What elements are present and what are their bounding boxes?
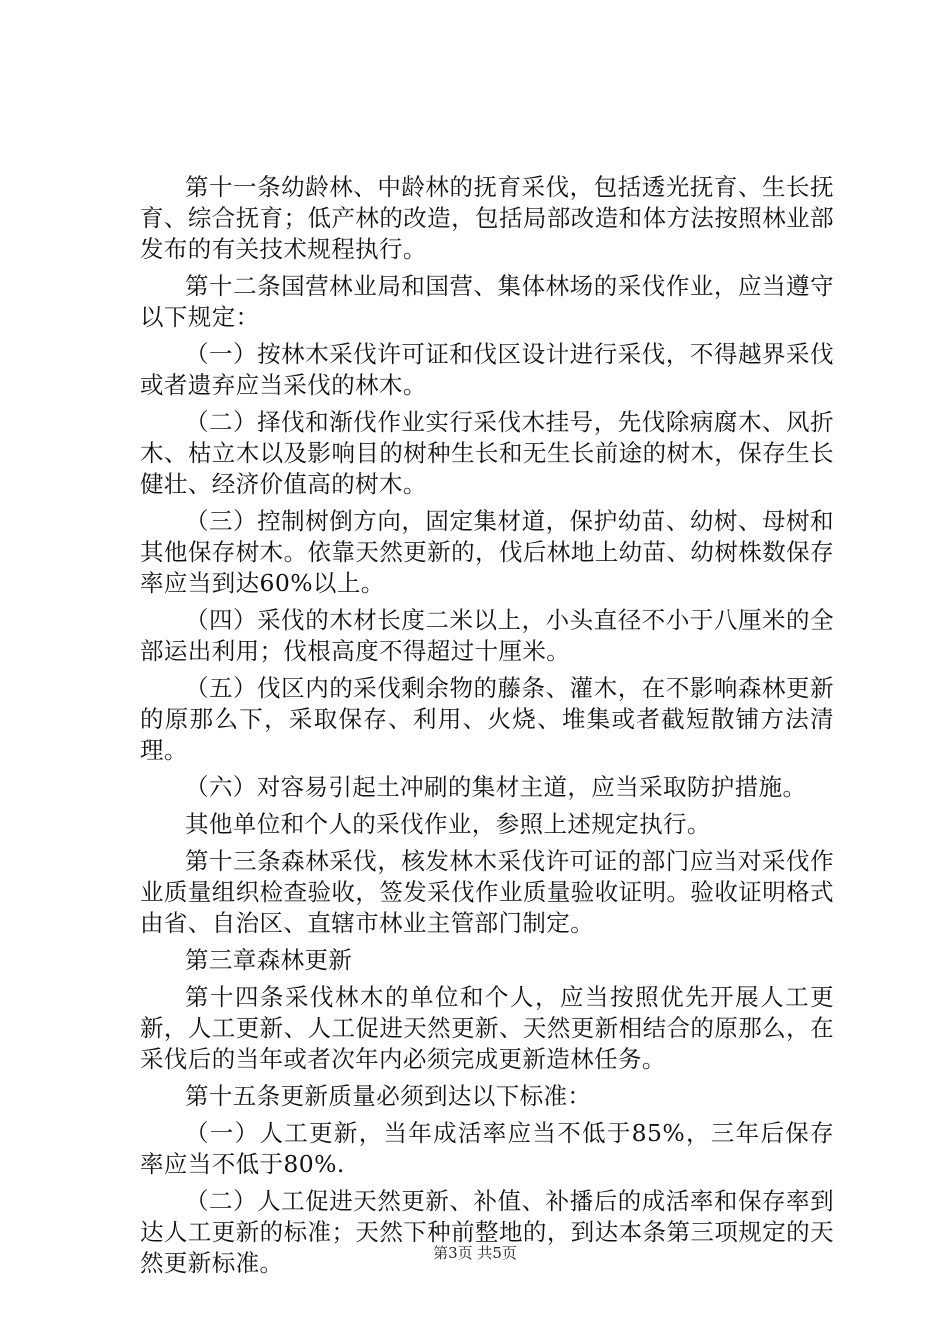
paragraph-item-6: （六）对容易引起土冲刷的集材主道，应当采取防护措施。: [185, 773, 807, 801]
paragraph-item-1: （一）按林木采伐许可证和伐区设计进行采伐，不得越界采伐或者遗弃应当采伐的林木。: [140, 340, 834, 399]
paragraph-others: 其他单位和个人的采伐作业，参照上述规定执行。: [185, 810, 711, 838]
paragraph-standard-1: （一）人工更新，当年成活率应当不低于85%，三年后保存率应当不低于80%.: [140, 1119, 834, 1178]
paragraph-item-5: （五）伐区内的采伐剩余物的藤条、灌木，在不影响森林更新的原那么下，采取保存、利用、火烧、堆集或者截短散铺方法清理。: [140, 674, 834, 764]
paragraph-article-12: 第十二条国营林业局和国营、集体林场的采伐作业，应当遵守以下规定：: [140, 272, 834, 331]
paragraph-standard-2: （二）人工促进天然更新、补值、补播后的成活率和保存率到达人工更新的标准；天然下种前整地的，到达本条第三项规定的天然更新标准。: [140, 1187, 834, 1277]
paragraph-article-13: 第十三条森林采伐，核发林木采伐许可证的部门应当对采伐作业质量组织检查验收，签发采伐作业质量验收证明。验收证明格式由省、自治区、直辖市林业主管部门制定。: [140, 847, 834, 937]
page-footer: [0, 1243, 950, 1263]
paragraph-item-4: （四）采伐的木材长度二米以上，小头直径不小于八厘米的全部运出利用；伐根高度不得超过十厘米。: [140, 606, 834, 665]
paragraph-item-2: （二）择伐和渐伐作业实行采伐木挂号，先伐除病腐木、风折木、枯立木以及影响目的树种生长和无生长前途的树木，保存生长健壮、经济价值高的树木。: [140, 408, 834, 498]
page-number: 第3页 共5页: [433, 1244, 517, 1262]
paragraph-article-11: 第十一条幼龄林、中龄林的抚育采伐，包括透光抚育、生长抚育、综合抚育；低产林的改造，包括局部改造和体方法按照林业部发布的有关技术规程执行。: [140, 173, 834, 263]
paragraph-article-15: 第十五条更新质量必须到达以下标准：: [185, 1082, 592, 1110]
paragraph-item-3: （三）控制树倒方向，固定集材道，保护幼苗、幼树、母树和其他保存树木。依靠天然更新的，伐后林地上幼苗、幼树株数保存率应当到达60%以上。: [140, 507, 834, 597]
paragraph-article-14: 第十四条采伐林木的单位和个人，应当按照优先开展人工更新，人工更新、人工促进天然更新、天然更新相结合的原那么，在采伐后的当年或者次年内必须完成更新造林任务。: [140, 983, 834, 1073]
document-body: [140, 172, 834, 1279]
chapter-heading: 第三章森林更新: [185, 946, 353, 974]
